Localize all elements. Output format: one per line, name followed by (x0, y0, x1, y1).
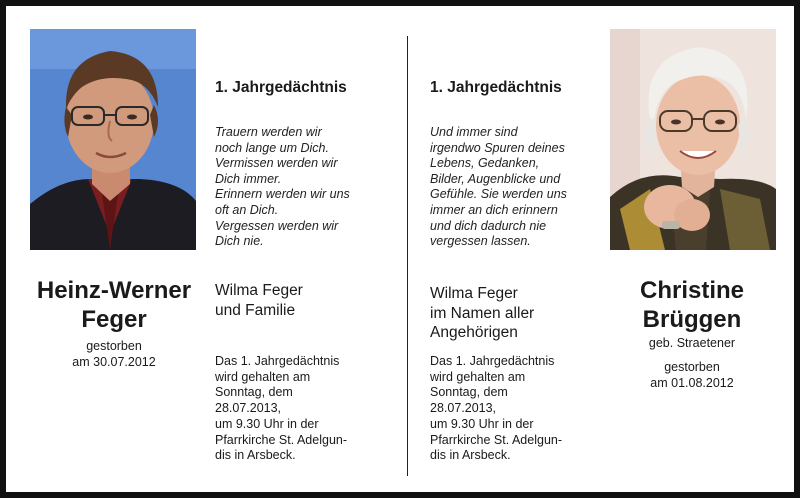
event-line: 28.07.2013, (215, 401, 282, 416)
died-label: gestorben (664, 360, 720, 374)
mourners-left (215, 281, 303, 320)
event-line: Pfarrkirche St. Adelgun- (430, 432, 563, 447)
poem-right (430, 125, 567, 250)
woman-portrait-image (610, 29, 776, 250)
poem-line: Trauern werden wir (215, 125, 322, 139)
event-line: Pfarrkirche St. Adelgun- (215, 432, 348, 447)
event-line: um 9.30 Uhr in der (215, 416, 319, 431)
poem-line: vergessen lassen. (430, 234, 531, 249)
poem-line: Bilder, Augenblicke und (430, 171, 561, 186)
poem-line: Dich immer. (215, 171, 282, 186)
name-line: Brüggen (642, 306, 742, 333)
mourners-line: Angehörigen (430, 324, 518, 341)
poem-line: und dich dadurch nie (430, 218, 547, 233)
event-line: 28.07.2013, (430, 401, 497, 416)
heading-right: 1. Jahrgedächtnis (430, 79, 562, 96)
poem-line: Vermissen werden wir (215, 156, 338, 171)
event-line: wird gehalten am (215, 369, 311, 384)
name-line: Christine (639, 277, 744, 304)
mourners-right (430, 284, 534, 343)
event-line: Sonntag, dem (430, 385, 508, 400)
deceased-name-right (594, 276, 790, 334)
event-line: dis in Arsbeck. (430, 448, 511, 463)
poem-line: Lebens, Gedanken, (430, 156, 540, 171)
event-line: Das 1. Jahrgedächtnis (430, 354, 555, 368)
poem-line: Und immer sind (430, 125, 518, 139)
poem-left (215, 125, 350, 250)
event-line: Das 1. Jahrgedächtnis (215, 354, 340, 368)
portrait-photo-left (30, 29, 196, 250)
name-line: Heinz-Werner (36, 277, 192, 304)
deceased-name-left (20, 276, 208, 334)
man-portrait-image (30, 29, 196, 250)
death-info-right (594, 360, 790, 391)
poem-line: irgendwo Spuren deines (430, 140, 565, 155)
name-line: Feger (81, 306, 147, 333)
mourners-line: im Namen aller (430, 304, 535, 322)
event-line: Sonntag, dem (215, 385, 293, 400)
event-line: dis in Arsbeck. (215, 448, 296, 463)
died-date: am 01.08.2012 (650, 375, 734, 390)
died-label: gestorben (86, 339, 142, 353)
death-info-left (20, 339, 208, 370)
event-line: wird gehalten am (430, 369, 526, 384)
event-info-right (430, 354, 562, 464)
heading-left: 1. Jahrgedächtnis (215, 79, 347, 96)
event-info-left (215, 354, 347, 464)
poem-line: Erinnern werden wir uns (215, 187, 350, 202)
poem-line: oft an Dich. (215, 202, 279, 217)
mourners-line: Wilma Feger (430, 285, 518, 302)
portrait-photo-right (610, 29, 776, 250)
died-date: am 30.07.2012 (72, 354, 156, 369)
poem-line: Dich nie. (215, 234, 264, 249)
poem-line: noch lange um Dich. (215, 140, 329, 155)
maiden-name: geb. Straetener (648, 336, 736, 350)
poem-line: Gefühle. Sie werden uns (430, 187, 567, 202)
poem-line: Vergessen werden wir (215, 218, 339, 233)
poem-line: immer an dich erinnern (430, 202, 558, 217)
mourners-line: und Familie (215, 301, 296, 319)
mourners-line: Wilma Feger (215, 282, 303, 299)
center-divider (407, 36, 408, 476)
event-line: um 9.30 Uhr in der (430, 416, 534, 431)
